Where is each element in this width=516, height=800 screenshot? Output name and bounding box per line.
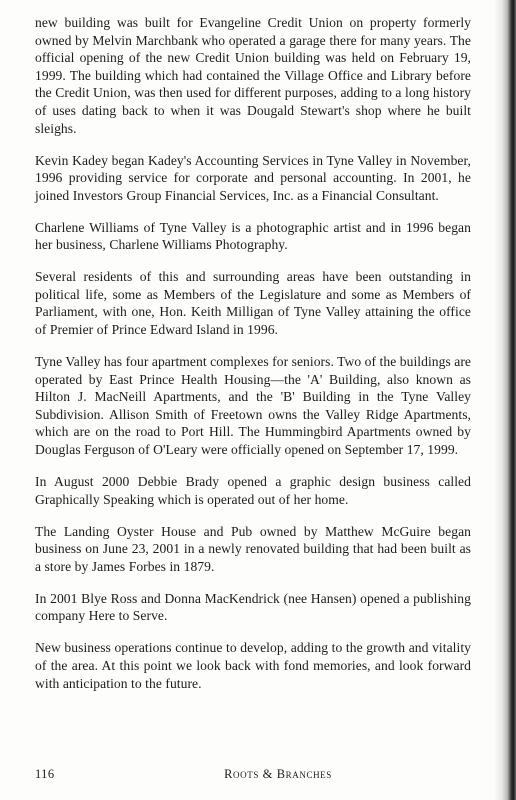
- book-spine-shadow: [494, 0, 516, 800]
- paragraph-here-to-serve: In 2001 Blye Ross and Donna MacKendrick (nee Hansen) opened a publishing company Here to Serve.: [35, 590, 471, 624]
- paragraph-credit-union: new building was built for Evangeline Credit Union on property formerly owned by Melvin Marchbank who operated a garage there for many years. The official opening of the new Credit Union building was held on February 19, 1999. The building which had contained the Village Office and Library before the Credit Union, was then used for different purposes, adding to a long history of uses dating back to when it was Dougald Stewart's shop where he built sleighs.: [35, 15, 471, 136]
- paragraph-kadey-accounting: Kevin Kadey began Kadey's Accounting Services in Tyne Valley in November, 1996 providing service for corporate and personal accounting. In 2001, he joined Investors Group Financial Services, Inc. as a Financial Consultant.: [35, 152, 471, 203]
- running-title: Roots & Branches: [224, 767, 332, 781]
- paragraph-landing-oyster-house: The Landing Oyster House and Pub owned by Matthew McGuire began business on June 23, 2001 in a newly renovated building that had been built as a store by James Forbes in 1879.: [35, 523, 471, 574]
- body-text: [35, 14, 471, 707]
- paragraph-graphically-speaking: In August 2000 Debbie Brady opened a graphic design business called Graphically Speaking which is operated out of her home.: [35, 474, 471, 507]
- paragraph-williams-photography: Charlene Williams of Tyne Valley is a photographic artist and in 1996 began her business, Charlene Williams Photography.: [35, 219, 471, 253]
- paragraph-seniors-apartments: Tyne Valley has four apartment complexes for seniors. Two of the buildings are operated by East Prince Health Housing—the 'A' Building, also known as Hilton J. MacNeill Apartments, and the 'B' Building in the Tyne Valley Subdivision. Allison Smith of Freetown owns the Valley Ridge Apartments, which are on the road to Port Hill. The Hummingbird Apartments owned by Douglas Ferguson of O'Leary were officially opened on September 17, 1999.: [35, 354, 472, 458]
- paragraph-political-life: Several residents of this and surrounding areas have been outstanding in political life, some as Members of the Legislature and some as Members of Parliament, with one, Hon. Keith Milligan of Tyne Valley attaining the office of Premier of Prince Edward Island in 1996.: [35, 269, 471, 338]
- paragraph-closing: New business operations continue to develop, adding to the growth and vitality of the area. At this point we look back with fond memories, and look forward with anticipation to the future.: [35, 640, 471, 691]
- page-number: 116: [35, 767, 55, 781]
